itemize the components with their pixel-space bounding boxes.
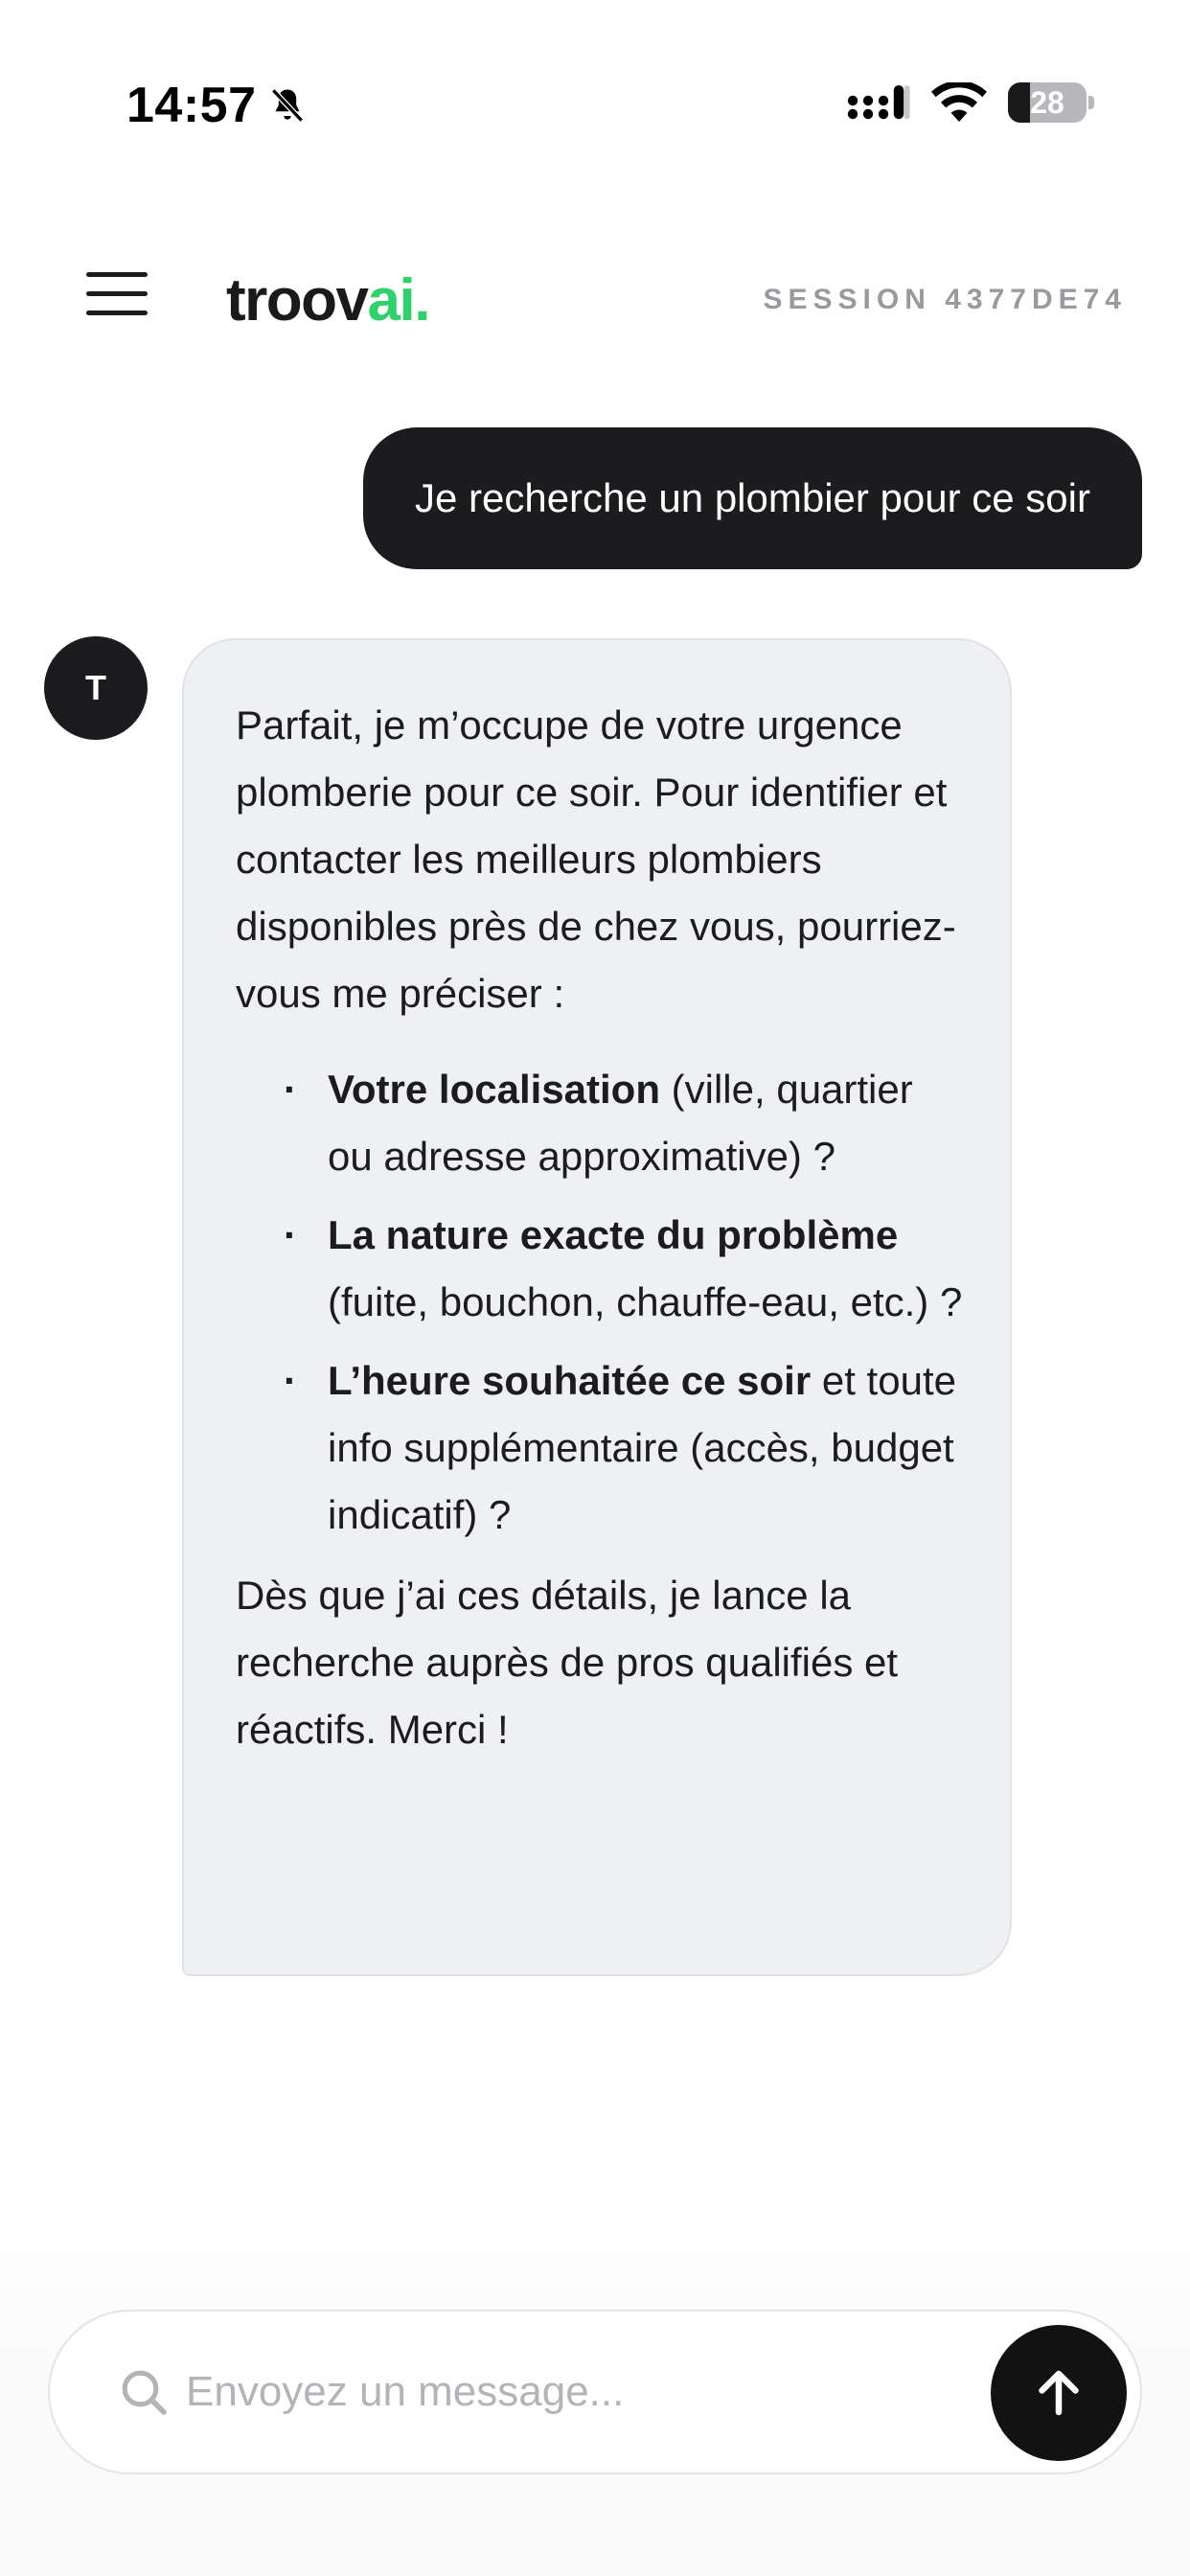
user-message-bubble: Je recherche un plombier pour ce soir [363, 427, 1142, 569]
list-item-text: et toute info supplémentaire (accès, budget indicatif) ? [328, 1358, 956, 1537]
list-item-text: (ville, quartier ou adresse approximative) ? [328, 1067, 913, 1179]
logo-accent: ai. [367, 267, 429, 334]
battery-icon [1008, 82, 1094, 123]
search-icon [117, 2365, 171, 2419]
logo-main: troov [226, 267, 368, 334]
list-item-bold: Votre localisation [328, 1067, 660, 1112]
list-item [236, 1347, 966, 1549]
message-composer [48, 2310, 1142, 2474]
wifi-icon [931, 82, 987, 123]
assistant-message-bubble [182, 638, 1012, 1976]
hamburger-menu-icon[interactable] [86, 268, 149, 318]
assistant-intro: Parfait, je m’occupe de votre urgence plomberie pour ce soir. Pour identifier et contacter les meilleurs plombiers disponibles près de chez vous, pourriez-vous me préciser : [236, 702, 956, 1016]
status-time-text: 14:57 [126, 78, 257, 133]
cellular-signal-icon [847, 83, 910, 122]
send-button[interactable] [991, 2325, 1127, 2461]
arrow-up-icon [1030, 2364, 1087, 2422]
battery-level-text: 28 [1030, 85, 1064, 120]
message-input[interactable] [186, 2346, 1000, 2438]
assistant-question-list [236, 1056, 966, 1549]
app-header [0, 240, 1190, 355]
list-item-text: (fuite, bouchon, chauffe-eau, etc.) ? [328, 1279, 963, 1324]
list-item [236, 1202, 966, 1336]
status-icons [847, 82, 1094, 123]
session-id: SESSION 4377DE74 [763, 284, 1127, 315]
assistant-outro: Dès que j’ai ces détails, je lance la recherche auprès de pros qualifiés et réactifs. Merci ! [236, 1573, 899, 1752]
assistant-avatar: T [44, 636, 148, 740]
app-logo[interactable] [226, 266, 429, 334]
bell-slash-icon [266, 84, 309, 126]
list-item [236, 1056, 966, 1190]
status-time [126, 77, 309, 134]
list-item-bold: L’heure souhaitée ce soir [328, 1358, 812, 1403]
status-bar [0, 0, 1190, 192]
list-item-bold: La nature exacte du problème [328, 1212, 899, 1257]
